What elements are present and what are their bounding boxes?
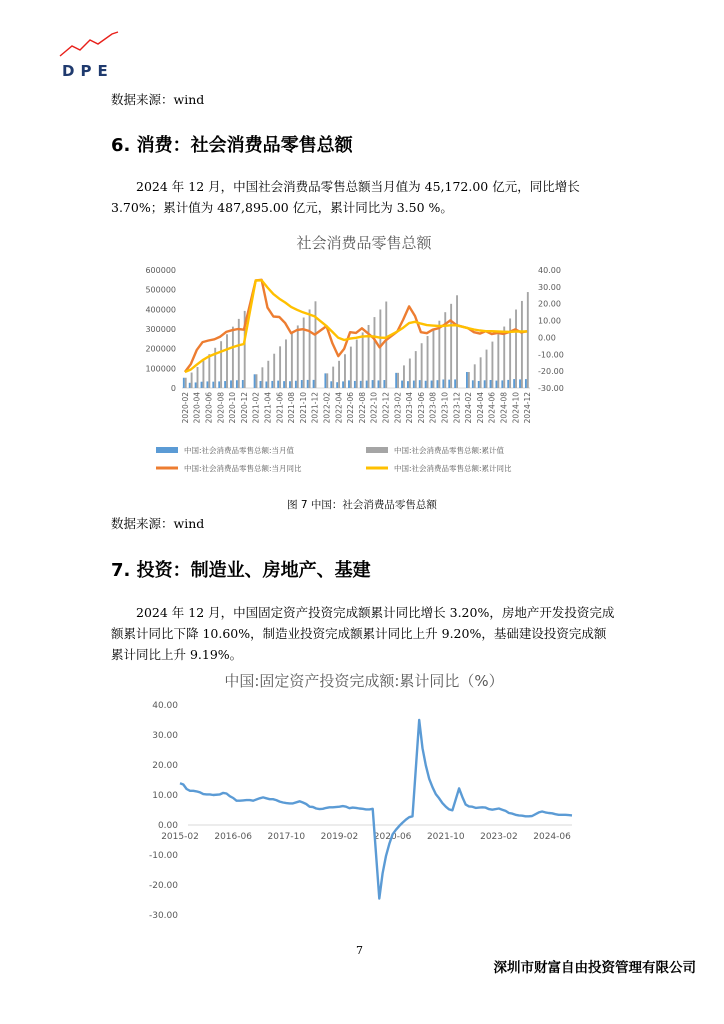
x-tick-label: 2024-04 (475, 392, 485, 424)
bar-cumulative (450, 304, 452, 388)
bar-cumulative (356, 340, 358, 388)
retail-sales-chart (130, 258, 600, 488)
y-tick-label: -20.00 (148, 881, 178, 891)
x-tick-label: 2022-08 (357, 392, 367, 424)
x-tick-label: 2021-12 (310, 392, 320, 424)
fixed-asset-investment-chart (140, 695, 580, 925)
bar-cumulative (385, 302, 387, 388)
bar-monthly (507, 380, 509, 388)
bar-cumulative (409, 359, 411, 388)
x-tick-label: 2024-02 (464, 392, 474, 424)
bar-monthly (383, 380, 385, 388)
x-tick-label: 2023-08 (428, 392, 438, 424)
bar-cumulative (332, 367, 334, 388)
fai-yoy-line (180, 720, 572, 899)
bar-cumulative (315, 301, 317, 388)
y-right-tick-label: 0.00 (538, 333, 556, 343)
y-right-tick-label: -30.00 (538, 384, 564, 393)
bar-cumulative (374, 317, 376, 388)
x-tick-label: 2023-02 (480, 832, 518, 842)
bar-monthly (401, 381, 403, 388)
footer-company-name: 深圳市财富自由投资管理有限公司 (493, 960, 696, 976)
bar-cumulative (197, 367, 199, 388)
x-tick-label: 2024-06 (533, 832, 571, 842)
bar-monthly (183, 378, 185, 388)
figure-7-caption: 图 7 中国：社会消费品零售总额 (287, 499, 437, 511)
bar-cumulative (468, 372, 470, 388)
bar-cumulative (291, 333, 293, 388)
x-tick-label: 2021-10 (426, 832, 465, 842)
bar-monthly (189, 383, 191, 388)
x-tick-label: 2017-10 (267, 832, 306, 842)
bar-cumulative (491, 342, 493, 388)
y-left-tick-label: 500000 (145, 285, 176, 295)
bar-cumulative (185, 378, 187, 388)
y-left-tick-label: 200000 (145, 344, 176, 354)
bar-cumulative (279, 346, 281, 388)
section-7-paragraph: 2024 年 12 月，中国固定资产投资完成额累计同比增长 3.20%，房地产开发投资完成额累计同比下降 10.60%，制造业投资完成额累计同比上升 9.20%，基础建设投资完成额累计同比上升 9.19%。 (111, 605, 615, 662)
bar-cumulative (191, 373, 193, 388)
bar-cumulative (208, 354, 210, 388)
y-tick-label: 0.00 (157, 821, 178, 831)
x-tick-label: 2023-10 (440, 392, 450, 424)
page-number: 7 (356, 944, 363, 957)
x-tick-label: 2024-06 (487, 392, 497, 424)
legend-swatch (366, 447, 388, 453)
y-left-tick-label: 0 (170, 384, 176, 393)
bar-cumulative (297, 325, 299, 388)
y-tick-label: 20.00 (152, 761, 178, 771)
bar-cumulative (285, 339, 287, 388)
bar-monthly (525, 379, 527, 388)
legend-label: 中国:社会消费品零售总额:累计值 (394, 446, 505, 455)
bar-monthly (448, 380, 450, 388)
bar-monthly (407, 381, 409, 388)
bar-cumulative (438, 321, 440, 388)
x-tick-label: 2022-10 (369, 392, 379, 424)
x-tick-label: 2020-10 (228, 392, 238, 424)
chart-1-title: 社会消费品零售总额 (296, 234, 432, 252)
bar-monthly (206, 381, 208, 388)
bar-cumulative (427, 336, 429, 388)
bar-cumulative (326, 373, 328, 388)
bar-monthly (271, 381, 273, 388)
bar-cumulative (480, 357, 482, 388)
bar-monthly (230, 380, 232, 388)
y-left-tick-label: 400000 (145, 305, 176, 315)
bar-monthly (336, 382, 338, 388)
section-6-paragraph: 2024 年 12 月，中国社会消费品零售总额当月值为 45,172.00 亿元，同比增长 3.70%；累计值为 487,895.00 亿元，累计同比为 3.50 %。 (111, 179, 580, 215)
x-tick-label: 2023-02 (393, 392, 403, 424)
y-right-tick-label: -10.00 (538, 350, 564, 360)
bar-monthly (224, 381, 226, 388)
bar-monthly (342, 381, 344, 388)
y-tick-label: 40.00 (152, 701, 178, 711)
bar-cumulative (497, 334, 499, 388)
x-tick-label: 2020-08 (216, 392, 226, 424)
bar-monthly (236, 380, 238, 388)
y-tick-label: 10.00 (152, 791, 178, 801)
bar-monthly (295, 381, 297, 388)
bar-monthly (277, 381, 279, 388)
bar-monthly (330, 381, 332, 388)
bar-cumulative (309, 309, 311, 388)
bar-monthly (348, 380, 350, 388)
bar-cumulative (232, 327, 234, 388)
y-tick-label: -30.00 (148, 911, 178, 921)
section-6-heading: 6. 消费：社会消费品零售总额 (111, 135, 353, 156)
y-right-tick-label: 10.00 (538, 316, 561, 326)
bar-cumulative (273, 354, 275, 388)
x-tick-label: 2023-04 (405, 392, 415, 424)
x-tick-label: 2021-10 (298, 392, 308, 424)
bar-cumulative (261, 367, 263, 388)
bar-monthly (378, 380, 380, 388)
bar-monthly (201, 382, 203, 388)
bar-monthly (242, 380, 244, 388)
legend-swatch (156, 447, 178, 453)
x-tick-label: 2021-08 (287, 392, 297, 424)
bar-monthly (354, 381, 356, 388)
bar-cumulative (350, 347, 352, 388)
x-tick-label: 2019-02 (320, 832, 359, 842)
bar-cumulative (202, 361, 204, 388)
data-source-label: 数据来源：wind (111, 92, 205, 107)
legend-label: 中国:社会消费品零售总额:当月值 (184, 446, 295, 455)
bar-cumulative (415, 351, 417, 388)
bar-monthly (490, 380, 492, 388)
x-tick-label: 2024-10 (511, 392, 521, 424)
bar-cumulative (338, 361, 340, 388)
bar-cumulative (486, 350, 488, 388)
y-right-tick-label: -20.00 (538, 367, 564, 377)
bar-monthly (265, 381, 267, 388)
bar-monthly (454, 379, 456, 388)
x-tick-label: 2021-02 (251, 392, 261, 424)
bar-cumulative (267, 361, 269, 388)
x-tick-label: 2015-02 (161, 832, 199, 842)
bar-monthly (218, 381, 220, 388)
x-tick-label: 2022-02 (322, 392, 332, 424)
chart-2-title: 中国:固定资产投资完成额:累计同比（%） (224, 672, 504, 690)
bar-cumulative (433, 329, 435, 388)
x-tick-label: 2020-04 (192, 392, 202, 424)
bar-cumulative (503, 327, 505, 388)
bar-monthly (442, 379, 444, 388)
x-tick-label: 2021-04 (263, 392, 273, 424)
legend-label: 中国:社会消费品零售总额:累计同比 (394, 464, 512, 473)
bar-monthly (466, 372, 468, 388)
bar-monthly (419, 380, 421, 388)
x-tick-label: 2021-06 (275, 392, 285, 424)
logo-trend-line-icon (58, 30, 128, 60)
bar-cumulative (403, 365, 405, 388)
x-tick-label: 2020-06 (204, 392, 214, 424)
bar-monthly (519, 379, 521, 388)
x-tick-label: 2016-06 (214, 832, 252, 842)
x-tick-label: 2022-06 (346, 392, 356, 424)
bar-cumulative (256, 374, 258, 388)
x-tick-label: 2022-04 (334, 392, 344, 424)
x-tick-label: 2020-02 (180, 392, 190, 424)
bar-monthly (301, 380, 303, 388)
x-tick-label: 2024-08 (499, 392, 509, 424)
bar-monthly (425, 381, 427, 388)
bar-monthly (478, 381, 480, 388)
x-tick-label: 2024-12 (523, 392, 533, 424)
bar-cumulative (509, 318, 511, 388)
y-right-tick-label: 40.00 (538, 266, 561, 275)
bar-cumulative (527, 292, 529, 388)
bar-cumulative (521, 301, 523, 388)
bar-monthly (289, 381, 291, 388)
bar-monthly (395, 373, 397, 388)
bar-cumulative (344, 354, 346, 388)
bar-cumulative (474, 364, 476, 388)
bar-monthly (431, 381, 433, 388)
bar-monthly (254, 374, 256, 388)
x-tick-label: 2023-12 (452, 392, 462, 424)
bar-monthly (283, 381, 285, 388)
bar-cumulative (456, 295, 458, 388)
bar-monthly (513, 379, 515, 388)
bar-cumulative (397, 373, 399, 388)
y-right-tick-label: 20.00 (538, 299, 561, 309)
bar-cumulative (220, 341, 222, 388)
y-tick-label: 30.00 (152, 731, 178, 741)
y-left-tick-label: 600000 (145, 266, 176, 275)
legend-label: 中国:社会消费品零售总额:当月同比 (184, 464, 302, 473)
y-left-tick-label: 100000 (145, 364, 176, 374)
x-tick-label: 2023-06 (416, 392, 426, 424)
y-tick-label: -10.00 (148, 851, 178, 861)
logo-text: DPE (62, 62, 114, 80)
data-source-label: 数据来源：wind (111, 516, 205, 531)
y-left-tick-label: 300000 (145, 325, 176, 334)
bar-cumulative (362, 332, 364, 388)
bar-monthly (313, 380, 315, 388)
y-right-tick-label: 30.00 (538, 282, 561, 292)
x-tick-label: 2022-12 (381, 392, 391, 424)
bar-monthly (472, 380, 474, 388)
bar-monthly (413, 381, 415, 388)
x-tick-label: 2020-06 (373, 832, 412, 842)
section-7-heading: 7. 投资：制造业、房地产、基建 (111, 560, 371, 581)
bar-monthly (501, 380, 503, 388)
bar-monthly (324, 373, 326, 388)
bar-monthly (260, 381, 262, 388)
bar-monthly (212, 382, 214, 388)
bar-cumulative (421, 343, 423, 388)
x-tick-label: 2020-12 (239, 392, 249, 424)
bar-monthly (366, 381, 368, 388)
bar-monthly (437, 380, 439, 388)
bar-monthly (307, 380, 309, 388)
bar-cumulative (226, 334, 228, 388)
bar-monthly (195, 382, 197, 388)
bar-monthly (372, 380, 374, 388)
bar-monthly (484, 380, 486, 388)
bar-monthly (495, 381, 497, 388)
bar-cumulative (379, 309, 381, 388)
bar-cumulative (515, 310, 517, 388)
bar-monthly (360, 381, 362, 388)
